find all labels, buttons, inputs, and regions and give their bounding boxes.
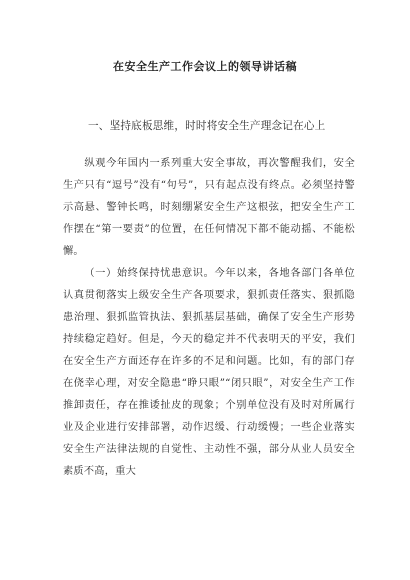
document-title: 在安全生产工作会议上的领导讲话稿 — [113, 60, 297, 73]
paragraph-text: （一）始终保持忧患意识。今年以来，各地各部门各单位认真贯彻落实上级安全生产各项要求，狠抓责任落实、狠抓隐患治理、狠抓监管执法、狠抓基层基础，确保了安全生产形势持续稳定趋好。但是，今天的稳定并不代表明天的平安，我们在安全生产方面还存在许多的不足和问题。比如，有的部门存在侥幸心理，对安全隐患“睁只眼”“闭只眼”，对安全生产工作推卸责任，存在推诿扯皮的现象；个别单位没有及时对所属行业及企业进行安排部署，动作迟缓、行动缓慢；一些企业落实安全生产法律法规的自觉性、主动性不强，部分从业人员安全素质不高，重大 — [63, 268, 355, 477]
section-heading: 一、坚持底板思维，时时将安全生产理念记在心上 — [88, 120, 326, 132]
body-paragraph — [63, 153, 355, 263]
body-paragraph — [63, 263, 355, 483]
paragraph-text: 纵观今年国内一系列重大安全事故，再次警醒我们，安全生产只有“逗号”没有“句号”，只有起点没有终点。必须坚持警示高悬、警钟长鸣，时刻绷紧安全生产这根弦，把安全生产工作摆在“第一要责”的位置，在任何情况下都不能动摇、不能松懈。 — [63, 158, 355, 257]
